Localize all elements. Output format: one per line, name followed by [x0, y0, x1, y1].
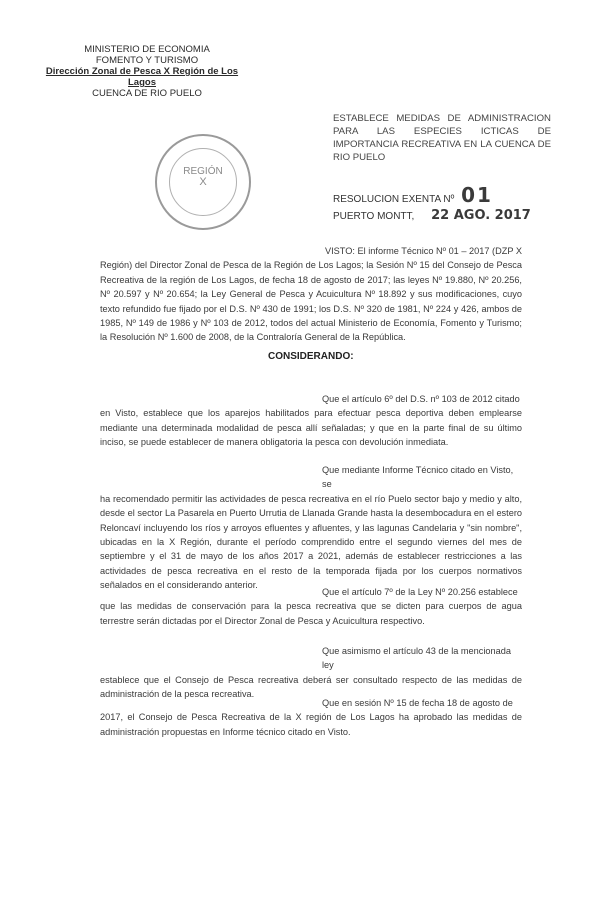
letterhead	[45, 44, 242, 99]
resolution-number-row	[333, 183, 563, 207]
directorate-name: Dirección Zonal de Pesca X Región de Los Lagos	[45, 66, 239, 88]
paragraph-1-first-line: Que el artículo 6º del D.S. nº 103 de 2012 citado	[322, 394, 520, 404]
place-date-row	[333, 208, 563, 223]
paragraph-4-first-line: Que asimismo el artículo 43 de la mencionada ley	[322, 646, 511, 671]
stamp-region-number: X	[199, 176, 207, 188]
paragraph-2-body: ha recomendado permitir las actividades de pesca recreativa en el río Puelo sector bajo y medio y alto, desde el sector La Pasarela en Puerto Urrutia de Llanada Grande hasta la desembocadura en el estero Reloncaví incluyendo los ríos y arroyos efluentes y afluentes, y las lagunas Candelaria y "sin nombre", ubicadas en la X Región, durante el período comprendido entre el segundo viernes del mes de septiembre y el 31 de mayo de los años 2017 a 2021, además de establecer restricciones a las actividades de pesca recreativa en el resto de la temporada fijada por los cuerpos normativos señalados en el considerando anterior.	[100, 493, 522, 591]
paragraph-2-first-line: Que mediante Informe Técnico citado en Visto, se	[322, 465, 514, 490]
stamp-text	[157, 166, 249, 188]
considerando-paragraph-1	[100, 392, 522, 450]
place-label: PUERTO MONTT,	[333, 211, 415, 222]
considerando-paragraph-3	[100, 585, 522, 628]
resolution-date: 22 AGO. 2017	[431, 208, 531, 223]
resolution-number: 01	[461, 183, 493, 207]
official-stamp	[155, 134, 251, 230]
basin-name: CUENCA DE RIO PUELO	[92, 88, 202, 99]
resolution-title: ESTABLECE MEDIDAS DE ADMINISTRACION PARA LAS ESPECIES ICTICAS DE IMPORTANCIA RECREATIVA EN LA CUENCA DE RIO PUELO	[333, 113, 551, 163]
stamp-region-label: REGIÓN	[183, 166, 223, 177]
ministry-subtitle: FOMENTO Y TURISMO	[95, 55, 199, 66]
visto-paragraph: VISTO: El informe Técnico Nº 01 – 2017 (DZP X Región) del Director Zonal de Pesca de la Región de Los Lagos; la Sesión Nº 15 del Consejo de Pesca Recreativa de la región de Los Lagos, de fecha 18 de agosto de 2017; las leyes Nº 19.880, Nº 20.256, Nº 20.597 y Nº 20.654; la Ley General de Pesca y Acuicultura Nº 18.892 y sus modificaciones, cuyo texto refundido fue fijado por el D.S. Nº 430 de 1991; los D.S. Nº 320 de 1981, Nº 224 y 426, ambos de 1985, Nº 149 de 1986 y Nº 103 de 2012, todos del actual Ministerio de Economía, Fomento y Turismo; la Resolución Nº 1.600 de 2008, de la Contraloría General de la República.	[100, 246, 522, 343]
considerando-paragraph-4	[100, 644, 522, 702]
considerando-paragraph-5	[100, 696, 522, 739]
paragraph-3-body: que las medidas de conservación para la pesca recreativa que se dicten para cuerpos de agua terrestre serán dictadas por el Director Zonal de Pesca y Acuicultura respectivo.	[100, 601, 522, 626]
ministry-name: MINISTERIO DE ECONOMIA	[84, 44, 210, 55]
considerando-heading: CONSIDERANDO:	[268, 351, 354, 362]
considerando-paragraph-2	[100, 463, 522, 593]
paragraph-3-first-line: Que el artículo 7º de la Ley Nº 20.256 establece	[322, 587, 518, 597]
paragraph-1-body: en Visto, establece que los aparejos habilitados para efectuar pesca deportiva deben emplearse mediante una determinada modalidad de pesca allí señaladas; y que en la parte final de su último inciso, se puede establecer de manera obligatoria la pesca con devolución inmediata.	[100, 408, 522, 448]
paragraph-4-body: establece que el Consejo de Pesca recreativa deberá ser consultado respecto de las medidas de administración de la pesca recreativa.	[100, 674, 522, 700]
paragraph-5-first-line: Que en sesión Nº 15 de fecha 18 de agosto de	[322, 698, 513, 708]
resolution-label: RESOLUCION EXENTA Nº	[333, 194, 455, 205]
paragraph-5-body: 2017, el Consejo de Pesca Recreativa de la X región de Los Lagos ha aprobado las medidas de administración propuestas en Informe técnico citado en Visto.	[100, 712, 522, 737]
